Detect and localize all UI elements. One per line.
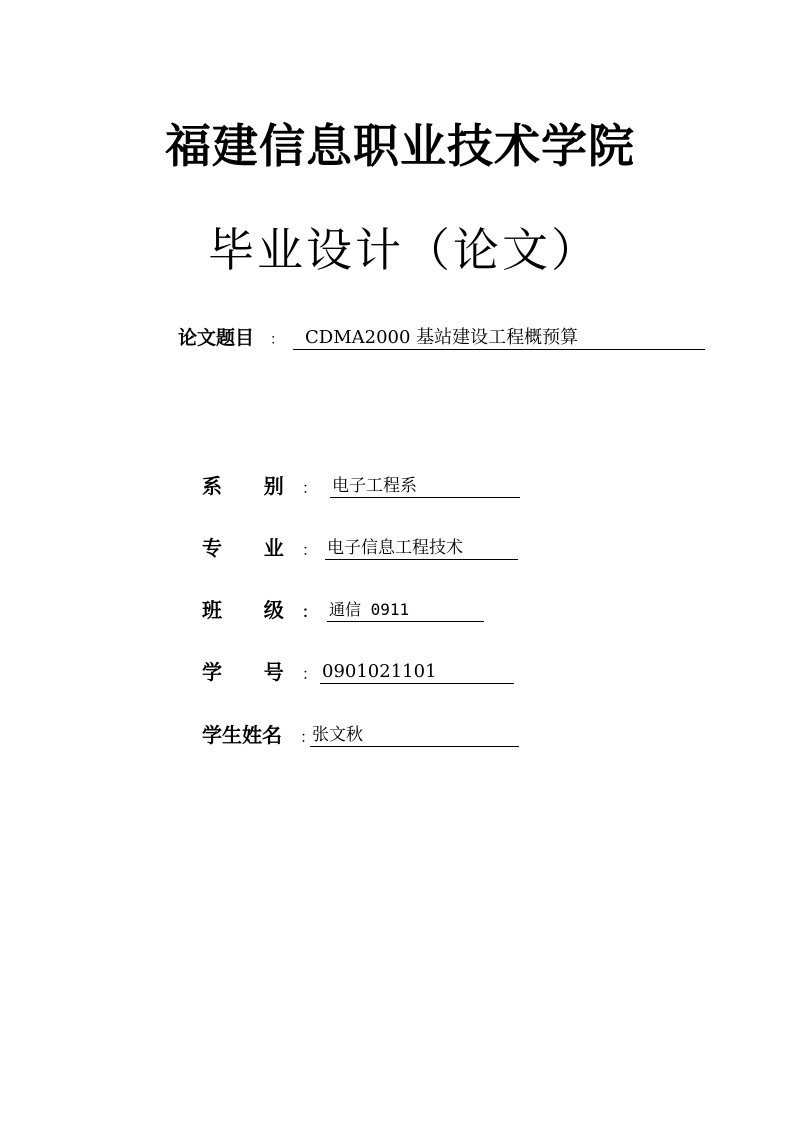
student-id-row (202, 656, 532, 690)
student-id-value: 0901021101 (322, 661, 437, 682)
class-colon: ： (302, 603, 318, 621)
student-name-value: 张文秋 (312, 725, 363, 745)
department-label: 系 别 (202, 474, 284, 498)
major-value: 电子信息工程技术 (327, 538, 463, 558)
class-label: 班 级 (202, 598, 284, 622)
major-label: 专 业 (202, 536, 284, 560)
department-colon: ： (302, 479, 318, 497)
student-id-label: 学 号 (202, 660, 284, 684)
student-name-row (202, 719, 532, 753)
student-name-colon: ： (300, 728, 316, 746)
thesis-title-row (178, 322, 708, 352)
thesis-title-colon: ： (270, 332, 284, 348)
class-value: 通信 0911 (329, 600, 410, 619)
student-name-label: 学生姓名 (202, 723, 282, 747)
class-row (202, 594, 532, 628)
major-row (202, 532, 532, 566)
department-value: 电子工程系 (332, 476, 417, 496)
school-name: 福建信息职业技术学院 (165, 119, 635, 173)
thesis-title-value: CDMA2000 基站建设工程概预算 (305, 327, 579, 348)
department-row (202, 470, 532, 504)
document-type-title: 毕业设计（论文） (208, 223, 600, 277)
thesis-title-label: 论文题目 (178, 327, 255, 349)
student-id-colon: ： (302, 665, 318, 683)
major-colon: ： (302, 541, 318, 559)
